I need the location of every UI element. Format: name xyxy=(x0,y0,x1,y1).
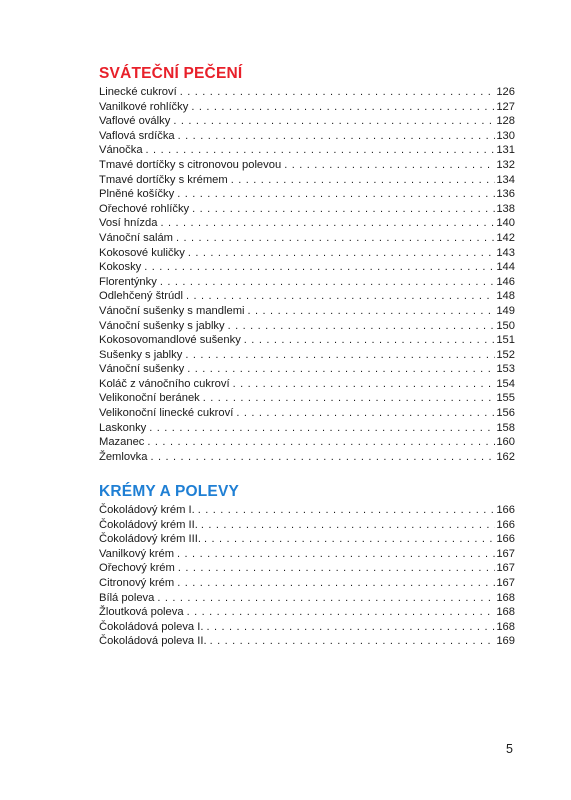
toc-entry xyxy=(99,620,515,635)
dot-leader xyxy=(201,532,495,547)
entries-list xyxy=(99,503,515,649)
entry-title: Vánoční sušenky xyxy=(99,363,185,376)
toc-entry xyxy=(99,532,515,547)
entry-title: Vaflové oválky xyxy=(99,115,171,128)
entry-page-number: 151 xyxy=(496,334,515,347)
entry-page-number: 168 xyxy=(496,606,515,619)
entry-page-number: 140 xyxy=(496,217,515,230)
toc-entry xyxy=(99,591,515,606)
dot-leader xyxy=(188,100,495,115)
entry-title: Vanilkový krém xyxy=(99,547,175,560)
toc-entry xyxy=(99,503,515,518)
entry-title: Florentýnky xyxy=(99,275,157,288)
entry-title: Vánoční salám xyxy=(99,231,174,244)
dot-leader xyxy=(174,547,495,562)
toc-section-svatecni-peceni xyxy=(99,64,515,464)
entry-page-number: 162 xyxy=(496,450,515,463)
entry-title: Mazanec xyxy=(99,436,145,449)
entry-page-number: 149 xyxy=(496,304,515,317)
toc-entry xyxy=(99,85,515,100)
entry-page-number: 166 xyxy=(496,504,515,516)
toc-entry xyxy=(99,231,515,246)
entry-title: Kokosové kuličky xyxy=(99,246,185,259)
entries-list xyxy=(99,85,515,464)
entry-title: Vánočka xyxy=(99,144,143,157)
section-title: SVÁTEČNÍ PEČENÍ xyxy=(99,65,243,82)
entry-page-number: 168 xyxy=(496,620,515,633)
entry-title: Tmavé dortíčky s krémem xyxy=(99,173,228,186)
toc-entry xyxy=(99,406,515,421)
toc-entry xyxy=(99,362,515,377)
entry-page-number: 132 xyxy=(496,158,515,171)
dot-leader xyxy=(143,143,496,158)
toc-entry xyxy=(99,202,515,217)
dot-leader xyxy=(225,319,496,334)
dot-leader xyxy=(281,158,495,173)
entry-page-number: 166 xyxy=(496,518,515,531)
page-number: 5 xyxy=(506,742,513,756)
toc-entry xyxy=(99,187,515,202)
dot-leader xyxy=(174,576,495,591)
entry-page-number: 166 xyxy=(496,533,515,546)
toc-entry xyxy=(99,391,515,406)
entry-title: Odlehčený štrúdl xyxy=(99,290,183,303)
toc-entry xyxy=(99,576,515,591)
entry-title: Velikonoční beránek xyxy=(99,392,200,405)
toc-entry xyxy=(99,275,515,290)
entry-title: Čokoládový krém II. xyxy=(99,518,198,531)
toc-entry xyxy=(99,634,515,649)
dot-leader xyxy=(182,348,495,363)
toc-entry xyxy=(99,100,515,115)
entry-page-number: 154 xyxy=(496,377,515,390)
entry-page-number: 136 xyxy=(496,188,515,201)
toc-entry xyxy=(99,129,515,144)
dot-leader xyxy=(184,605,496,620)
entry-title: Linecké cukroví xyxy=(99,86,177,98)
toc-entry xyxy=(99,114,515,129)
dot-leader xyxy=(203,620,495,635)
dot-leader xyxy=(170,114,495,129)
entry-page-number: 143 xyxy=(496,246,515,259)
dot-leader xyxy=(144,435,495,450)
toc-entry xyxy=(99,260,515,275)
entry-title: Čokoládový krém I. xyxy=(99,504,195,516)
entry-title: Žloutková poleva xyxy=(99,606,184,619)
entry-title: Ořechové rohlíčky xyxy=(99,202,190,215)
toc-entry xyxy=(99,319,515,334)
entry-title: Vánoční sušenky s mandlemi xyxy=(99,304,245,317)
dot-leader xyxy=(175,561,495,576)
dot-leader xyxy=(157,216,495,231)
toc-entry xyxy=(99,421,515,436)
entry-page-number: 167 xyxy=(496,547,515,560)
dot-leader xyxy=(175,129,496,144)
section-title: KRÉMY A POLEVY xyxy=(99,483,240,500)
entry-page-number: 126 xyxy=(496,86,515,98)
entry-title: Koláč z vánočního cukroví xyxy=(99,377,230,390)
entry-title: Žemlovka xyxy=(99,450,148,463)
entry-title: Ořechový krém xyxy=(99,562,175,575)
entry-page-number: 131 xyxy=(496,144,515,157)
entry-title: Kokosovomandlové sušenky xyxy=(99,334,241,347)
dot-leader xyxy=(174,187,495,202)
toc-section-kremy-a-polevy xyxy=(99,482,515,649)
entry-page-number: 144 xyxy=(496,261,515,274)
dot-leader xyxy=(177,85,496,100)
entry-title: Plněné košíčky xyxy=(99,188,175,201)
entry-title: Vosí hnízda xyxy=(99,217,158,230)
dot-leader xyxy=(198,518,495,533)
entry-page-number: 146 xyxy=(496,275,515,288)
toc-entry xyxy=(99,216,515,231)
entry-title: Bílá poleva xyxy=(99,591,155,604)
entry-title: Kokosky xyxy=(99,261,142,274)
dot-leader xyxy=(146,421,495,436)
entry-page-number: 130 xyxy=(496,129,515,142)
entry-title: Velikonoční linecké cukroví xyxy=(99,407,234,420)
entry-title: Tmavé dortíčky s citronovou polevou xyxy=(99,158,282,171)
entry-page-number: 138 xyxy=(496,202,515,215)
dot-leader xyxy=(241,333,496,348)
entry-title: Čokoládová poleva II. xyxy=(99,635,207,648)
entry-page-number: 160 xyxy=(496,436,515,449)
entry-page-number: 155 xyxy=(496,392,515,405)
entry-page-number: 148 xyxy=(496,290,515,303)
dot-leader xyxy=(141,260,495,275)
entry-title: Vanilkové rohlíčky xyxy=(99,100,189,113)
dot-leader xyxy=(183,289,495,304)
entry-page-number: 167 xyxy=(496,562,515,575)
dot-leader xyxy=(233,406,495,421)
dot-leader xyxy=(148,450,496,465)
dot-leader xyxy=(230,377,496,392)
entry-page-number: 128 xyxy=(496,115,515,128)
toc-entry xyxy=(99,289,515,304)
toc-entry xyxy=(99,435,515,450)
entry-title: Laskonky xyxy=(99,421,147,434)
entry-title: Sušenky s jablky xyxy=(99,348,183,361)
dot-leader xyxy=(185,246,496,261)
toc-entry xyxy=(99,246,515,261)
toc-entry xyxy=(99,158,515,173)
toc-entry xyxy=(99,333,515,348)
entry-title: Čokoládový krém III. xyxy=(99,533,201,546)
entry-title: Vaflová srdíčka xyxy=(99,129,175,142)
entry-page-number: 142 xyxy=(496,231,515,244)
dot-leader xyxy=(195,503,496,518)
toc-entry xyxy=(99,348,515,363)
entry-page-number: 156 xyxy=(496,407,515,420)
entry-title: Vánoční sušenky s jablky xyxy=(99,319,225,332)
dot-leader xyxy=(207,634,496,649)
entry-page-number: 152 xyxy=(496,348,515,361)
entry-page-number: 134 xyxy=(496,173,515,186)
dot-leader xyxy=(157,275,496,290)
dot-leader xyxy=(189,202,495,217)
entry-page-number: 169 xyxy=(496,635,515,648)
toc-entry xyxy=(99,304,515,319)
entry-page-number: 168 xyxy=(496,591,515,604)
entry-page-number: 127 xyxy=(496,100,515,113)
toc-entry xyxy=(99,561,515,576)
toc-entry xyxy=(99,547,515,562)
dot-leader xyxy=(154,591,495,606)
entry-page-number: 150 xyxy=(496,319,515,332)
entry-page-number: 153 xyxy=(496,363,515,376)
toc-entry xyxy=(99,173,515,188)
dot-leader xyxy=(184,362,495,377)
toc-entry xyxy=(99,143,515,158)
toc-entry xyxy=(99,605,515,620)
toc-entry xyxy=(99,518,515,533)
dot-leader xyxy=(173,231,495,246)
dot-leader xyxy=(245,304,496,319)
entry-page-number: 167 xyxy=(496,576,515,589)
dot-leader xyxy=(200,391,496,406)
entry-title: Citronový krém xyxy=(99,576,175,589)
toc-entry xyxy=(99,450,515,465)
entry-page-number: 158 xyxy=(496,421,515,434)
dot-leader xyxy=(228,173,496,188)
entry-title: Čokoládová poleva I. xyxy=(99,620,204,633)
toc-entry xyxy=(99,377,515,392)
